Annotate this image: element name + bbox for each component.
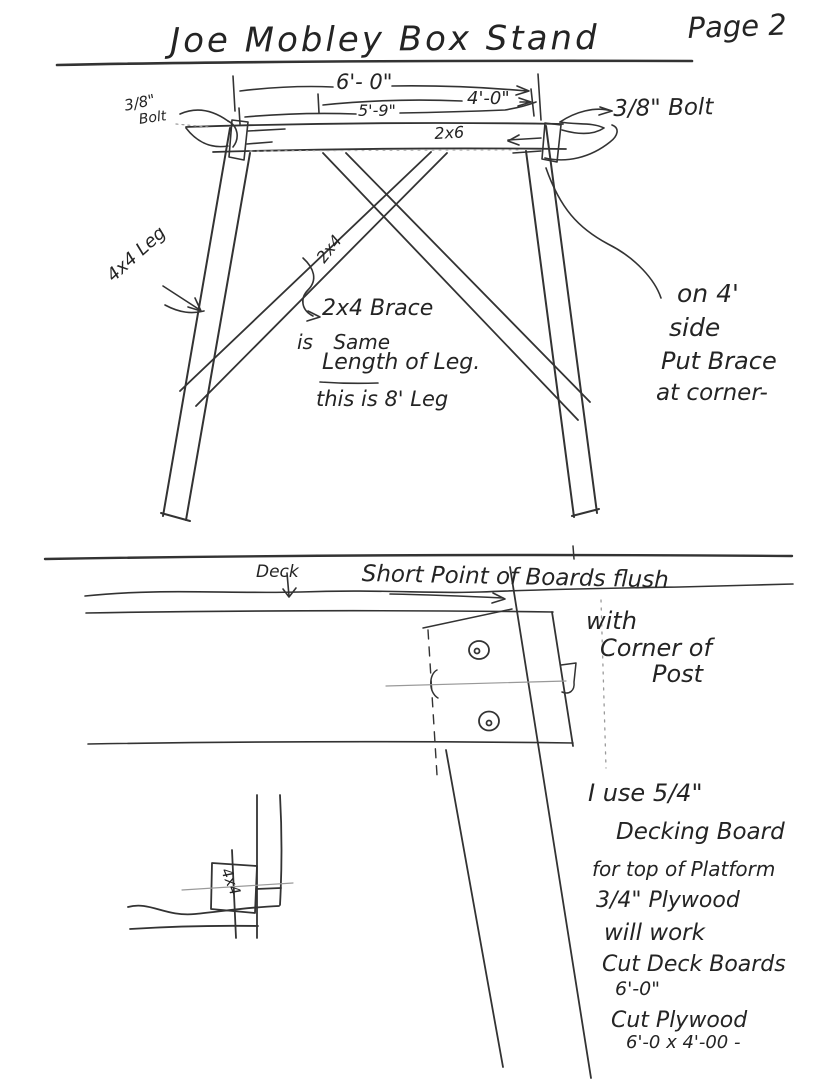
dim-4ft-label: 4'-0"	[467, 88, 510, 109]
short-point-arrow	[390, 593, 505, 603]
flush-note-line1: Short Point of Boards flush	[361, 561, 670, 594]
bolt-scribble-left	[176, 110, 285, 160]
right-leg	[526, 126, 599, 517]
bolt-left-label-word: Bolt	[137, 108, 168, 128]
side-note-line3: Put Brace	[661, 347, 777, 375]
flush-note-line3: Corner of	[600, 634, 712, 662]
brace-note-line1: 2x4 Brace	[322, 296, 434, 321]
section-divider	[45, 546, 792, 559]
material-note-line1: I use 5/4"	[588, 779, 703, 807]
side-note-line4: at corner-	[656, 380, 768, 406]
bolt-scribble-right	[508, 107, 617, 162]
brace-note-line2: is Same	[297, 330, 391, 354]
brace-note-line4: this is 8' Leg	[316, 387, 449, 411]
note-underline	[320, 382, 378, 383]
flush-note-line2: with	[586, 607, 637, 635]
material-note-line5: will work	[604, 920, 705, 946]
material-note-line7: 6'-0"	[615, 978, 660, 1000]
leg-arrow	[163, 286, 204, 313]
page-number: Page 2	[686, 7, 788, 45]
material-note-line6: Cut Deck Boards	[602, 952, 786, 977]
left-leg	[161, 128, 250, 521]
leg-4x4-label: 4x4 Leg	[102, 222, 171, 287]
deck-label: Deck	[256, 562, 299, 582]
corner-detail-lines	[128, 795, 293, 938]
post-detail-4x4-label: 4x4	[217, 865, 245, 898]
bolt-right-label: 3/8" Bolt	[612, 94, 714, 122]
material-note-line4: 3/4" Plywood	[596, 888, 740, 913]
flush-note-line4: Post	[652, 660, 704, 688]
side-note-line1: on 4'	[677, 279, 739, 308]
beam-2x6-label: 2x6	[433, 122, 465, 143]
material-note-line8: Cut Plywood	[611, 1008, 748, 1033]
material-note-line3: for top of Platform	[592, 857, 776, 881]
bolt-left-label-size: 3/8"	[122, 90, 157, 115]
brace-note-line3: Length of Leg.	[322, 350, 481, 375]
title-underline	[57, 61, 692, 65]
bolt-circles	[469, 641, 499, 731]
dim-5-9-label: 5'-9"	[358, 101, 396, 120]
brace-2x4-diagonal-label: 2x4	[312, 231, 346, 267]
dim-6ft-label: 6'- 0"	[336, 70, 393, 94]
cross-braces	[180, 152, 590, 420]
side-note-leader	[546, 168, 661, 298]
top-beam	[186, 123, 566, 152]
material-note-line2: Decking Board	[616, 819, 785, 845]
material-note-line9: 6'-0 x 4'-00 -	[626, 1032, 741, 1053]
post-lines	[386, 567, 606, 1078]
page-title: Joe Mobley Box Stand	[169, 18, 600, 61]
side-note-line2: side	[669, 313, 721, 342]
